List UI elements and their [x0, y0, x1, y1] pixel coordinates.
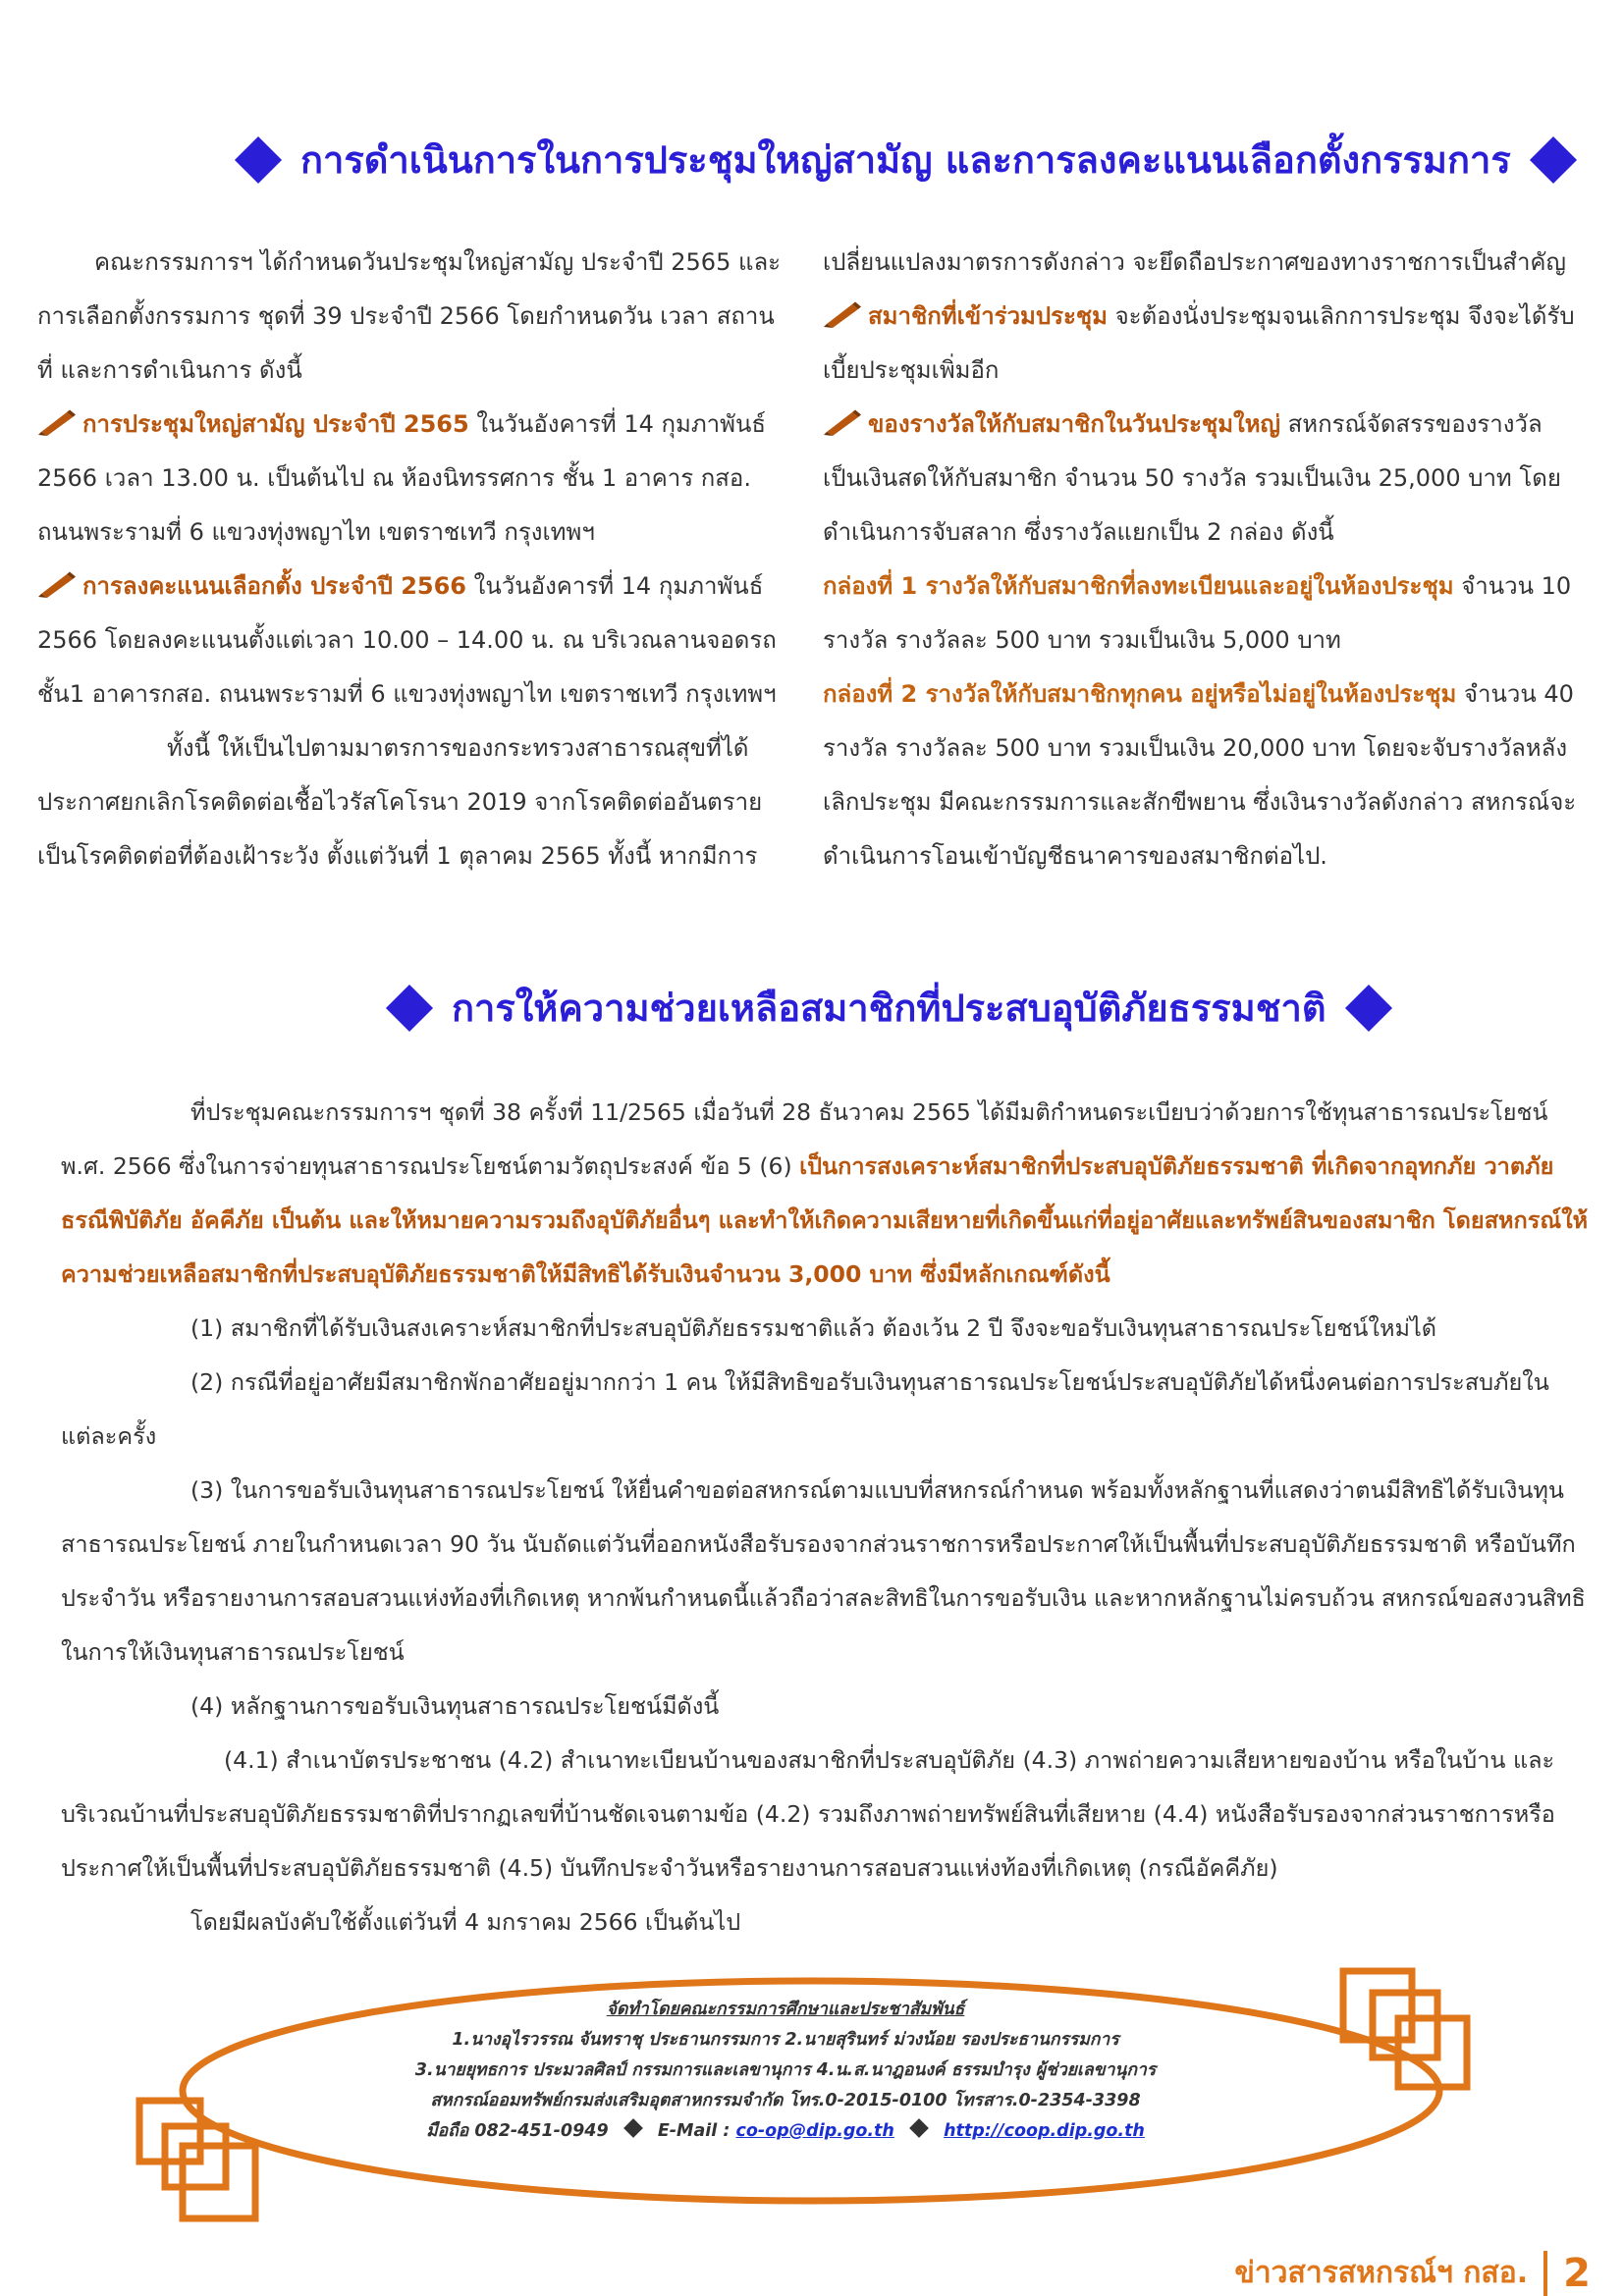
- meeting-intro: คณะกรรมการฯ ได้กำหนดวันประชุมใหญ่สามัญ ประจำปี 2565 และการเลือกตั้งกรรมการ ชุดที่ 39 ประจำปี 2566 โดยกำหนดวัน เวลา สถานที่ และการดำเนินการ ดังนี้: [37, 248, 782, 384]
- footer-divider: [1543, 2251, 1547, 2296]
- footer-email-link[interactable]: co-op@dip.go.th: [735, 2121, 894, 2141]
- attend-text: จะต้องนั่งประชุมจนเลิกการประชุม จึงจะได้รับเบี้ยประชุมเพิ่มอีก: [823, 302, 1575, 384]
- footer-mobile: มือถือ 082-451-0949: [426, 2121, 609, 2141]
- right-continuation: เปลี่ยนแปลงมาตรการดังกล่าว จะยึดถือประกาศของทางราชการเป็นสำคัญ: [823, 248, 1566, 276]
- right-squares-decoration: [1343, 1971, 1467, 2087]
- box1-text: จำนวน 10 รางวัล รางวัลละ 500 บาท รวมเป็นเงิน 5,000 บาท: [823, 572, 1572, 654]
- box2-title: กล่องที่ 2 รางวัลให้กับสมาชิกทุกคน อยู่หรือไม่อยู่ในห้องประชุม: [823, 680, 1457, 708]
- footer-credits: [295, 1995, 1276, 2147]
- prize-text: สหกรณ์จัดสรรของรางวัลเป็นเงินสดให้กับสมาชิก จำนวน 50 รางวัล รวมเป็นเงิน 25,000 บาท โดยดำเนินการจับสลาก ซึ่งรางวัลแยกเป็น 2 กล่อง ดังนี้: [823, 410, 1561, 546]
- footer-website-link[interactable]: http://coop.dip.go.th: [944, 2121, 1145, 2141]
- section1-heading-text: การดำเนินการในการประชุมใหญ่สามัญ และการลงคะแนนเลือกตั้งกรรมการ: [300, 138, 1511, 182]
- footer-line-2: 3.นายยุทธการ ประมวลศิลป์ กรรมการและเลขานุการ 4.น.ส.นาฎอนงค์ ธรรมบำรุง ผู้ช่วยเลขานุการ: [414, 2060, 1157, 2080]
- covid-paragraph: ทั้งนี้ ให้เป็นไปตามมาตรการของกระทรวงสาธารณสุขที่ได้ประกาศยกเลิกโรคติดต่อเชื้อไวรัสโคโรนา 2019 จากโรคติดต่ออันตรายเป็นโรคติดต่อที่ต้องเฝ้าระวัง ตั้งแต่วันที่ 1 ตุลาคม 2565 ทั้งนี้ หากมีการ: [37, 734, 763, 870]
- page-footer: [1234, 2250, 1591, 2296]
- regulation-intro-emphasis: เป็นการสงเคราะห์สมาชิกที่ประสบอุบัติภัยธรรมชาติ ที่เกิดจากอุทกภัย วาตภัย ธรณีพิบัติภัย อัคคีภัย เป็นต้น และให้หมายความรวมถึงอุบัติภัยอื่นๆ และทำให้เกิดความเสียหายที่เกิดขึ้นแก่ที่อยู่อาศัยและทรัพย์สินของสมาชิก โดยสหกรณ์ให้ความช่วยเหลือสมาชิกที่ประสบอุบัติภัยธรรมชาติให้มีสิทธิได้รับเงินจำนวน 3,000 บาท ซึ่งมีหลักเกณฑ์ดังนี้: [61, 1152, 1589, 1288]
- vote-text: ในวันอังคารที่ 14 กุมภาพันธ์ 2566 โดยลงคะแนนตั้งแต่เวลา 10.00 – 14.00 น. ณ บริเวณลานจอดรถ ชั้น1 อาคารกสอ. ถนนพระรามที่ 6 แขวงทุ่งพญาไท เขตราชเทวี กรุงเทพฯ: [37, 572, 777, 708]
- left-squares-decoration: [139, 2101, 255, 2218]
- section2-heading-text: การให้ความช่วยเหลือสมาชิกที่ประสบอุบัติภัยธรรมชาติ: [452, 987, 1326, 1030]
- criteria-item-4-sub: (4.1) สำเนาบัตรประชาชน (4.2) สำเนาทะเบียนบ้านของสมาชิกที่ประสบอุบัติภัย (4.3) ภาพถ่ายความเสียหายของบ้าน หรือในบ้าน และบริเวณบ้านที่ประสบอุบัติภัยธรรมชาติที่ปรากฏเลขที่บ้านชัดเจนตามข้อ (4.2) รวมถึงภาพถ่ายทรัพย์สินที่เสียหาย (4.4) หนังสือรับรองจากส่วนราชการหรือประกาศให้เป็นพื้นที่ประสบอุบัติภัยธรรมชาติ (4.5) บันทึกประจำวันหรือรายงานการสอบสวนแห่งท้องที่เกิดเหตุ (กรณีอัคคีภัย): [61, 1746, 1555, 1882]
- prize-title: ของรางวัลให้กับสมาชิกในวันประชุมใหญ่: [868, 410, 1280, 438]
- box1-title: กล่องที่ 1 รางวัลให้กับสมาชิกที่ลงทะเบียนและอยู่ในห้องประชุม: [823, 572, 1454, 600]
- attend-title: สมาชิกที่เข้าร่วมประชุม: [868, 302, 1108, 330]
- footer-line-1: 1.นางอุไรวรรณ จันทราชุ ประธานกรรมการ 2.นายสุรินทร์ ม่วงน้อย รองประธานกรรมการ: [452, 2030, 1119, 2050]
- diamond-icon: [909, 2118, 929, 2138]
- criteria-item-2: (2) กรณีที่อยู่อาศัยมีสมาชิกพักอาศัยอยู่มากกว่า 1 คน ให้มีสิทธิขอรับเงินทุนสาธารณประโยชน์ประสบอุบัติภัยได้หนึ่งคนต่อการประสบภัยในแต่ละครั้ง: [61, 1368, 1549, 1450]
- box2-text: จำนวน 40 รางวัล รางวัลละ 500 บาท รวมเป็นเงิน 20,000 บาท โดยจะจับรางวัลหลังเลิกประชุม มีคณะกรรมการและสักขีพยาน ซึ่งเงินรางวัลดังกล่าว สหกรณ์จะดำเนินการโอนเข้าบัญชีธนาคารของสมาชิกต่อไป.: [823, 680, 1577, 870]
- criteria-item-1: (1) สมาชิกที่ได้รับเงินสงเคราะห์สมาชิกที่ประสบอุบัติภัยธรรมชาติแล้ว ต้องเว้น 2 ปี จึงจะขอรับเงินทุนสาธารณประโยชน์ใหม่ได้: [190, 1314, 1437, 1342]
- meeting-title: การประชุมใหญ่สามัญ ประจำปี 2565: [82, 410, 469, 438]
- vote-title: การลงคะแนนเลือกตั้ง ประจำปี 2566: [82, 572, 467, 600]
- regulation-intro-text: ที่ประชุมคณะกรรมการฯ ชุดที่ 38 ครั้งที่ 11/2565 เมื่อวันที่ 28 ธันวาคม 2565 ได้มีมติกำหนดระเบียบว่าด้วยการใช้ทุนสาธารณประโยชน์ พ.ศ. 2566 ซึ่งในการจ่ายทุนสาธารณประโยชน์ตามวัตถุประสงค์ ข้อ 5 (6): [61, 1098, 1548, 1180]
- footer-email-label: E-Mail :: [657, 2121, 736, 2141]
- page-number: 2: [1563, 2250, 1591, 2296]
- footer-line-3: สหกรณ์ออมทรัพย์กรมส่งเสริมอุตสาหกรรมจำกัด โทร.0-2015-0100 โทรสาร.0-2354-3398: [430, 2091, 1141, 2110]
- diamond-icon: [623, 2118, 643, 2138]
- footer-title: จัดทำโดยคณะกรรมการศึกษาและประชาสัมพันธ์: [606, 2000, 965, 2019]
- criteria-item-3: (3) ในการขอรับเงินทุนสาธารณประโยชน์ ให้ยื่นคำขอต่อสหกรณ์ตามแบบที่สหกรณ์กำหนด พร้อมทั้งหลักฐานที่แสดงว่าตนมีสิทธิได้รับเงินทุนสาธารณประโยชน์ ภายในกำหนดเวลา 90 วัน นับถัดแต่วันที่ออกหนังสือรับรองจากส่วนราชการหรือประกาศให้เป็นพื้นที่ประสบอุบัติภัยธรรมชาติ หรือบันทึกประจำวัน หรือรายงานการสอบสวนแห่งท้องที่เกิดเหตุ หากพ้นกำหนดนี้แล้วถือว่าสละสิทธิในการขอรับเงิน และหากหลักฐานไม่ครบถ้วน สหกรณ์ขอสงวนสิทธิในการให้เงินทุนสาธารณประโยชน์: [61, 1476, 1586, 1666]
- footer-contact: [295, 2116, 1276, 2147]
- effective-date: โดยมีผลบังคับใช้ตั้งแต่วันที่ 4 มกราคม 2566 เป็นต้นไป: [190, 1908, 741, 1936]
- meeting-text: ในวันอังคารที่ 14 กุมภาพันธ์ 2566 เวลา 13.00 น. เป็นต้นไป ณ ห้องนิทรรศการ ชั้น 1 อาคาร กสอ. ถนนพระรามที่ 6 แขวงทุ่งพญาไท เขตราชเทวี กรุงเทพฯ: [37, 410, 767, 546]
- newsletter-label: ข่าวสารสหกรณ์ฯ กสอ.: [1234, 2256, 1529, 2290]
- criteria-item-4: (4) หลักฐานการขอรับเงินทุนสาธารณประโยชน์มีดังนี้: [190, 1692, 720, 1720]
